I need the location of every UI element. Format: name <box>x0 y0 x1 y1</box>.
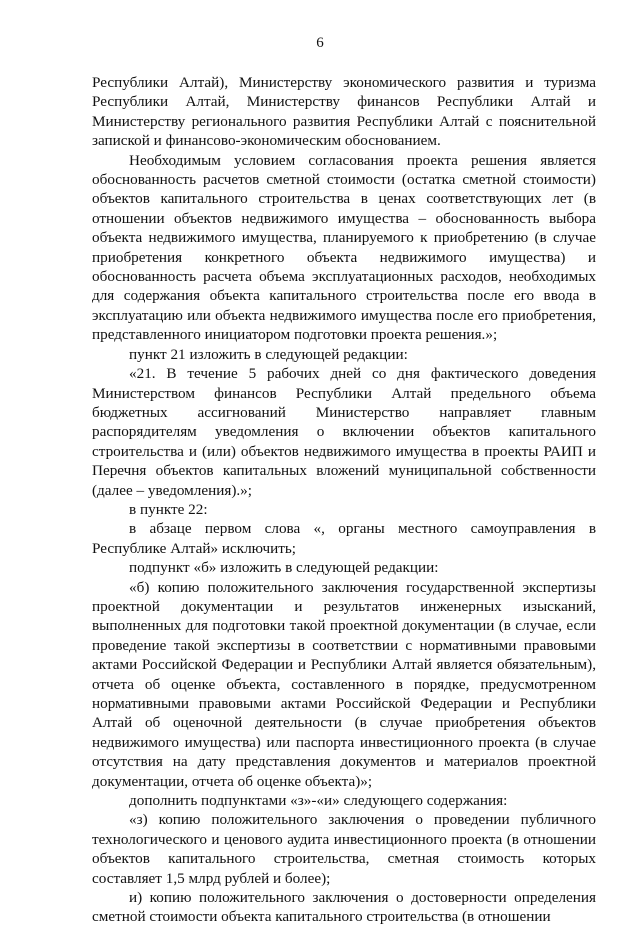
paragraph: дополнить подпунктами «з»-«и» следующего содержания: <box>129 792 508 810</box>
paragraph: пункт 21 изложить в следующей редакции: <box>129 345 408 363</box>
paragraph: «21. В течение 5 рабочих дней со дня фактического доведения Министерством финансов Республики Алтай предельного объема бюджетных ассигнований Министерство направляет главным распорядителям уведомления о включении объектов капитального строительства и (или) объектов недвижимого имущества в проекты РАИП и Перечня объектов капитальных вложений муниципальной собственности (далее – уведомления).»; <box>92 365 596 499</box>
paragraph: «з) копию положительного заключения о проведении публичного технологического и ценового аудита инвестиционного проекта (в отношении объектов капитального строительства, сметная стоимость которых составляет 1,5 млрд рублей и более); <box>92 811 596 887</box>
paragraph: Республики Алтай), Министерству экономического развития и туризма Республики Алтай, Министерству финансов Республики Алтай и Министерству регионального развития Республики Алтай с пояснительной запиской и финансово-экономическим обоснованием. <box>92 74 596 150</box>
paragraph: «б) копию положительного заключения государственной экспертизы проектной документации и результатов инженерных изысканий, выполненных для подготовки такой проектной документации (в случае, если проведение такой экспертизы в соответствии с нормативными правовыми актами Российской Федерации и Республики Алтай является обязательным), отчета об оценке объекта, составленного в порядке, предусмотренном нормативными правовыми актами Российской Федерации и Республики Алтай об оценочной деятельности (в случае приобретения объектов недвижимого имущества) или паспорта инвестиционного проекта (в случае отсутствия на дату представления документов и материалов проектной документации, отчета об оценке объекта)»; <box>92 578 596 790</box>
paragraph: и) копию положительного заключения о достоверности определения сметной стоимости объекта капитального строительства (в отношении <box>92 889 596 926</box>
paragraph: в абзаце первом слова «, органы местного самоуправления в Республике Алтай» исключить; <box>92 520 596 557</box>
page-number: 6 <box>316 35 324 51</box>
document-body <box>92 73 596 927</box>
paragraph: в пункте 22: <box>129 500 208 518</box>
paragraph: Необходимым условием согласования проекта решения является обоснованность расчетов сметной стоимости (остатка сметной стоимости) объектов капитального строительства в ценах соответствующих лет (в отношении объектов недвижимого имущества – обоснованность выбора объекта недвижимого имущества, планируемого к приобретению (в случае приобретения конкретного объекта недвижимого имущества) и обоснованность расчета объема эксплуатационных расходов, необходимых для содержания объекта капитального строительства после его ввода в эксплуатацию или объекта недвижимого имущества после его приобретения, представленного инициатором подготовки проекта решения.»; <box>92 151 596 344</box>
paragraph: подпункт «б» изложить в следующей редакции: <box>129 559 439 577</box>
